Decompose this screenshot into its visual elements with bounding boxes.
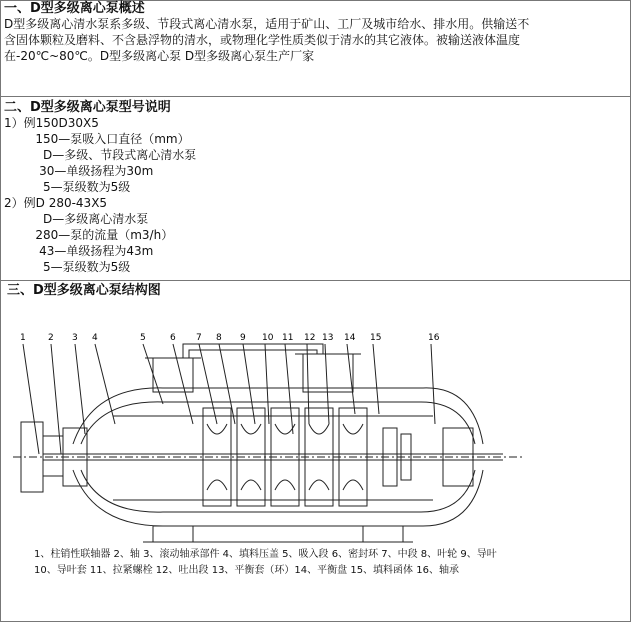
model-line: D—多级离心清水泵 [1,212,149,226]
callout-number: 13 [322,333,334,343]
callout-number: 4 [92,333,98,343]
model-line: 5—泵级数为5级 [1,180,131,194]
model-line: 5—泵级数为5级 [1,260,131,274]
overview-line: 含固体颗粒及磨料、不含悬浮物的清水，或物理化学性质类似于清水的其它液体。被输送液体温度 [4,33,521,47]
section-overview [1,1,630,97]
callout-number: 11 [282,333,294,343]
structure-legend: 1、柱销性联轴器 2、轴 3、滚动轴承部件 4、填料压盖 5、吸入段 6、密封环 7、中段 8、叶轮 9、导叶 [34,549,497,560]
section-model-title: 二、D型多级离心泵型号说明 [4,100,171,115]
model-line: 280—泵的流量（m3/h） [1,228,174,242]
overview-line: 在-20℃~80℃。D型多级离心泵 D型多级离心泵生产厂家 [4,49,315,63]
callout-number: 6 [170,333,176,343]
section-overview-title: 一、D型多级离心泵概述 [4,1,145,16]
callout-number: 9 [240,333,246,343]
model-line: 2）例D 280-43X5 [4,196,108,210]
structure-legend: 10、导叶套 11、拉紧螺栓 12、吐出段 13、平衡套（环）14、平衡盘 15、填料函体 16、轴承 [34,565,459,576]
model-line: D—多级、节段式离心清水泵 [1,148,197,162]
callout-number: 5 [140,333,146,343]
callout-number: 12 [304,333,316,343]
model-line: 30—单级扬程为30m [1,164,154,178]
model-line: 1）例150D30X5 [4,116,99,130]
callout-number: 7 [196,333,202,343]
section-structure-title: 三、D型多级离心泵结构图 [7,283,161,298]
callout-number: 2 [48,333,54,343]
callout-number: 1 [20,333,26,343]
callout-number: 10 [262,333,274,343]
overview-line: D型多级离心清水泵系多级、节段式离心清水泵，适用于矿山、工厂及城市给水、排水用。供输送不 [4,17,530,31]
callout-number: 15 [370,333,382,343]
callout-number: 3 [72,333,78,343]
callout-number: 16 [428,333,440,343]
callout-number: 14 [344,333,356,343]
callout-number: 8 [216,333,222,343]
section-model [1,97,630,281]
model-line: 43—单级扬程为43m [1,244,154,258]
model-line: 150—泵吸入口直径（mm） [1,132,190,146]
section-structure [1,281,630,621]
